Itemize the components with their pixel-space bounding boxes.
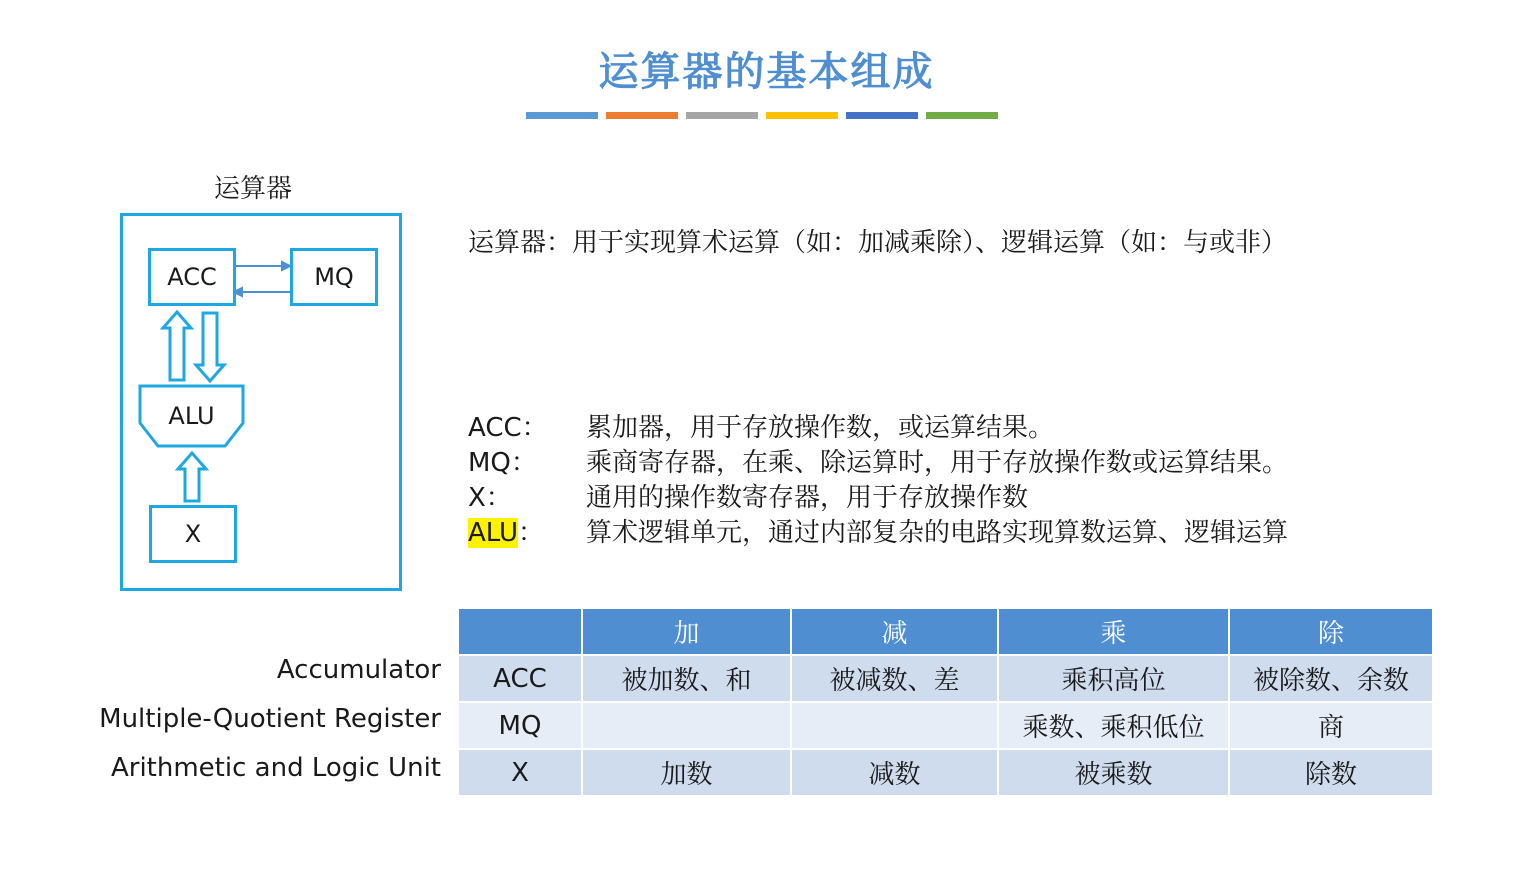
- definition-term: X：: [468, 483, 512, 513]
- alu-label: ALU: [168, 402, 215, 430]
- bar-green: [926, 112, 998, 119]
- definition-text: 累加器，用于存放操作数，或运算结果。: [586, 413, 1055, 443]
- x-to-alu-arrow: [178, 453, 206, 501]
- acc-to-alu-arrow: [196, 313, 224, 381]
- definition-term: ACC：: [468, 413, 548, 443]
- table-cell: X: [458, 749, 582, 796]
- table-cell: 被乘数: [998, 749, 1229, 796]
- diagram-label: 运算器: [214, 174, 293, 204]
- bar-orange: [606, 112, 678, 119]
- definition-text: 通用的操作数寄存器，用于存放操作数: [586, 483, 1029, 513]
- table-row: [458, 749, 1433, 796]
- operations-table: [457, 607, 1434, 797]
- bar-darkblue: [846, 112, 918, 119]
- alu-intro-text: 运算器：用于实现算术运算（如：加减乘除）、逻辑运算（如：与或非）: [468, 228, 1288, 258]
- bar-blue: [526, 112, 598, 119]
- table-header-row: [458, 608, 1433, 655]
- alu-to-acc-arrow: [163, 312, 191, 380]
- table-cell: MQ: [458, 702, 582, 749]
- definition-term: MQ：: [468, 448, 537, 478]
- table-header: [458, 608, 582, 655]
- table-cell: 除数: [1229, 749, 1433, 796]
- title-underline-bars: [526, 112, 998, 120]
- bar-gray: [686, 112, 758, 119]
- table-header: 加: [582, 608, 791, 655]
- page-title: 运算器的基本组成: [598, 49, 935, 95]
- table-cell: 加数: [582, 749, 791, 796]
- table-cell: [582, 702, 791, 749]
- table-header: 除: [1229, 608, 1433, 655]
- definition-text: 乘商寄存器，在乘、除运算时，用于存放操作数或运算结果。: [586, 448, 1289, 478]
- table-row: [458, 702, 1433, 749]
- table-cell: 减数: [791, 749, 998, 796]
- table-cell: 乘积高位: [998, 655, 1229, 702]
- x-register: X: [149, 505, 237, 563]
- term-suffix: ：: [518, 518, 545, 548]
- table-cell: 被除数、余数: [1229, 655, 1433, 702]
- highlighted-term: ALU: [468, 518, 519, 548]
- table-header: 减: [791, 608, 998, 655]
- table-cell: [791, 702, 998, 749]
- row-label-mq: Multiple-Quotient Register: [99, 704, 441, 734]
- definition-term: [468, 512, 544, 549]
- acc-mq-arrows: [234, 262, 290, 296]
- definition-text: 算术逻辑单元，通过内部复杂的电路实现算数运算、逻辑运算: [586, 518, 1289, 548]
- alu-diagram: [120, 213, 402, 591]
- register-full-names: [99, 655, 441, 802]
- table-row: [458, 655, 1433, 702]
- table-cell: ACC: [458, 655, 582, 702]
- row-label-accumulator: Accumulator: [276, 655, 441, 685]
- acc-register: ACC: [148, 248, 236, 306]
- table-cell: 被减数、差: [791, 655, 998, 702]
- mq-register: MQ: [290, 248, 378, 306]
- table-cell: 乘数、乘积低位: [998, 702, 1229, 749]
- table-header: 乘: [998, 608, 1229, 655]
- bar-yellow: [766, 112, 838, 119]
- table-cell: 被加数、和: [582, 655, 791, 702]
- row-label-alu: Arithmetic and Logic Unit: [110, 753, 441, 783]
- table-cell: 商: [1229, 702, 1433, 749]
